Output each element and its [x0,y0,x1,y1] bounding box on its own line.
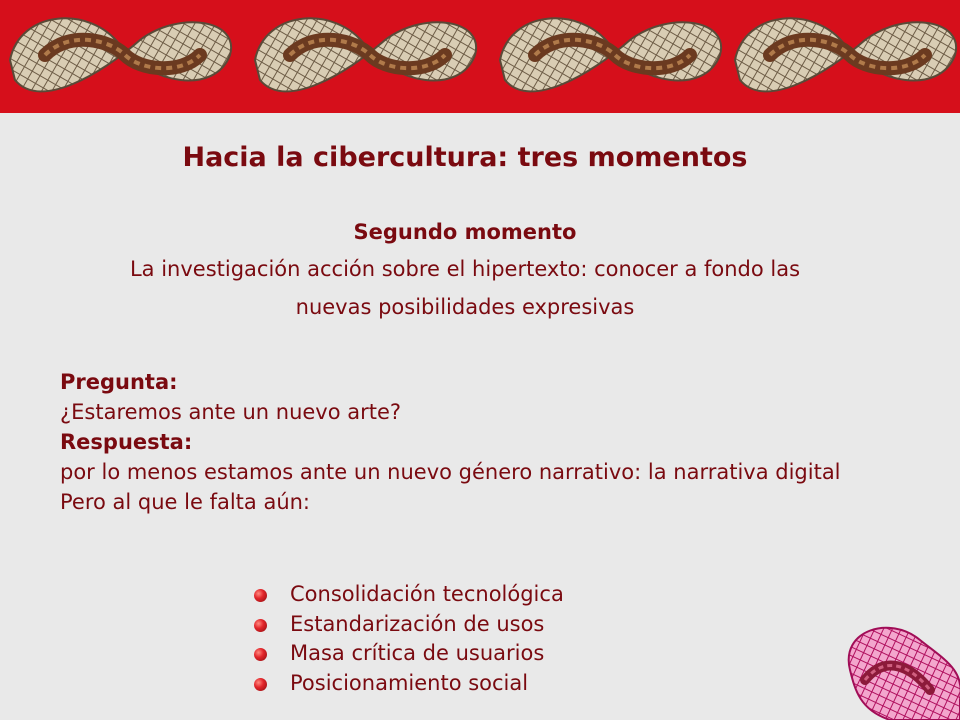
red-bullet-icon [254,589,267,602]
red-bullet-icon [254,648,267,661]
list-item-label: Posicionamiento social [290,670,529,695]
page-title: Hacia la cibercultura: tres momentos [182,142,748,173]
list-item-label: Estandarización de usos [290,611,545,636]
mobius-band-illustration [0,0,960,113]
header-banner [0,0,960,113]
answer-label: Respuesta: [60,430,193,454]
section-heading: Segundo momento [353,220,577,244]
list-item-label: Masa crítica de usuarios [290,641,545,665]
list-item [250,639,564,669]
question-text: ¿Estaremos ante un nuevo arte? [60,400,402,424]
red-bullet-icon [254,619,267,632]
list-item [250,610,564,640]
list-lead-text: Pero al que le falta aún: [60,490,311,514]
list-item [250,580,564,610]
pink-mobius-corner-art [830,610,960,720]
list-item [250,669,564,699]
answer-text: por lo menos estamos ante un nuevo género narrativo: la narrativa digital [60,460,841,484]
red-bullet-icon [254,678,267,691]
list-item-label: Consolidación tecnológica [290,582,564,606]
question-answer-block [60,367,920,517]
question-label: Pregunta: [60,370,178,394]
section-description: La investigación acción sobre el hipertexto: conocer a fondo las nuevas posibilidades expresivas [129,257,801,319]
requirements-list [250,580,564,698]
